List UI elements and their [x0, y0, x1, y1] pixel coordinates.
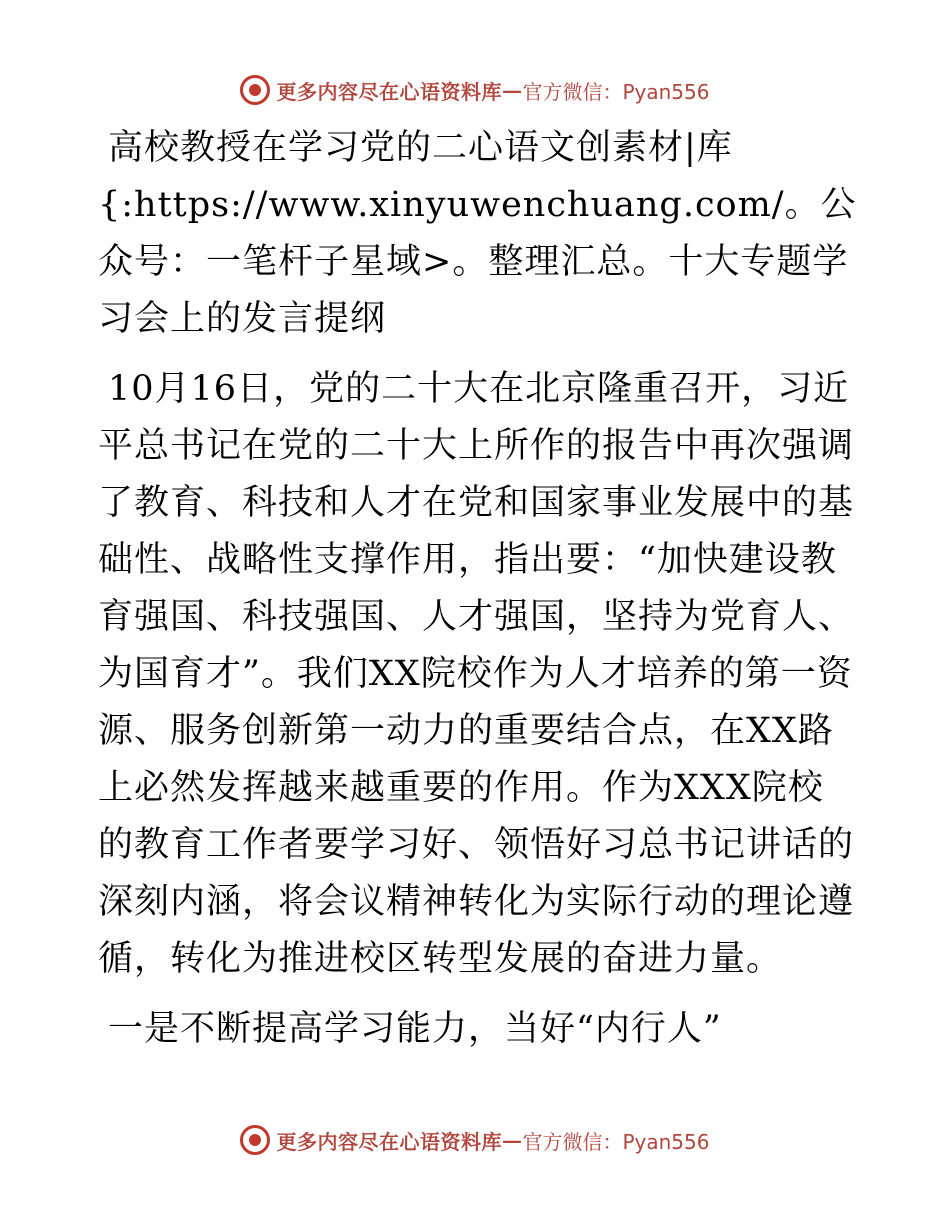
logo-icon [240, 75, 270, 105]
watermark-separator: — [501, 1128, 523, 1152]
body-paragraph: 10月16日，党的二十大在北京隆重召开，习近平总书记在党的二十大上所作的报告中再次强调了教育、科技和人才在党和国家事业发展中的基础性、战略性支撑作用，指出要：“加快建设教育强国、科技强国、人才强国，坚持为党育人、为国育才”。我们XX院校作为人才培养的第一资源、服务创新第一动力的重要结合点，在XX路上必然发挥越来越重要的作用。作为XXX院校的教育工作者要学习好、领悟好习总书记讲话的深刻内涵，将会议精神转化为实际行动的理论遵循，转化为推进校区转型发展的奋进力量。 [98, 369, 855, 979]
logo-icon [240, 1125, 270, 1155]
footer-watermark [0, 1120, 950, 1160]
watermark-brand-text: 更多内容尽在心语资料库 [276, 1129, 502, 1154]
watermark-brand-text: 更多内容尽在心语资料库 [276, 79, 502, 104]
title-paragraph: 高校教授在学习党的二心语文创素材|库{:https://www.xinyuwenchuang.com/。公众号：一笔杆子星域>。整理汇总。十大专题学习会上的发言提纲 [98, 128, 857, 339]
header-watermark [0, 70, 950, 110]
watermark-wechat-text: 官方微信：Pyan556 [522, 79, 710, 104]
watermark-separator: — [501, 78, 523, 102]
watermark-wechat-text: 官方微信：Pyan556 [522, 1129, 710, 1154]
document-body [98, 120, 858, 1071]
section-heading: 一是不断提高学习能力，当好“内行人” [108, 1009, 722, 1049]
